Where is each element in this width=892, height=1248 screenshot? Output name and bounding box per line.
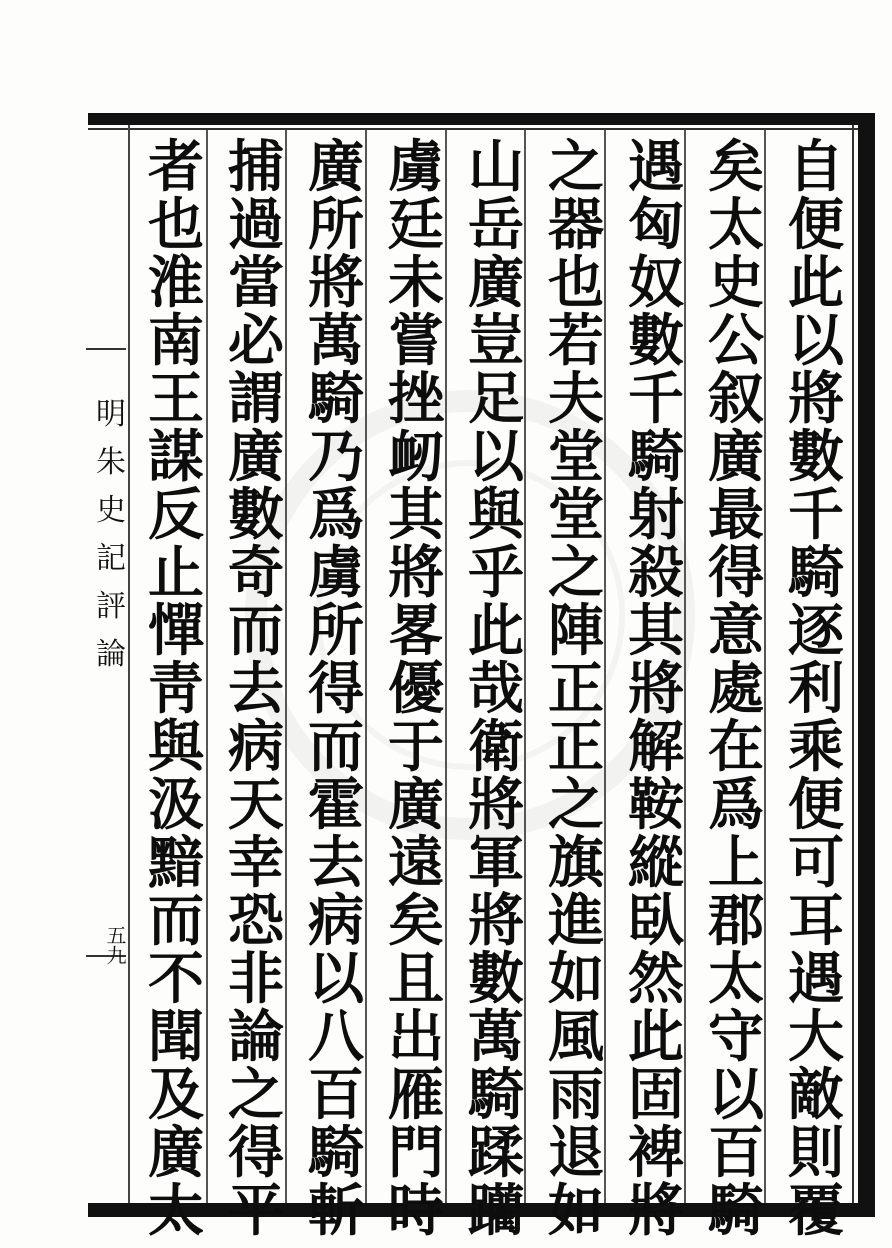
- text-char: 郡: [708, 888, 764, 954]
- text-char: 靑: [148, 656, 204, 722]
- text-char: 矣: [388, 888, 444, 954]
- text-char: 其: [628, 598, 684, 664]
- text-char: 夫: [548, 366, 604, 432]
- text-column-2: [700, 134, 772, 1244]
- text-char: 乘: [788, 714, 844, 780]
- text-char: 上: [708, 830, 764, 896]
- text-char: 天: [228, 772, 284, 838]
- text-char: 也: [148, 192, 204, 258]
- text-char: 正: [548, 714, 604, 780]
- text-char: 百: [308, 1062, 364, 1128]
- text-char: 門: [388, 1120, 444, 1186]
- text-char: 數: [228, 482, 284, 548]
- text-char: 敵: [788, 1062, 844, 1128]
- text-char: 堂: [548, 424, 604, 490]
- text-char: 數: [468, 946, 524, 1012]
- text-char: 去: [228, 656, 284, 722]
- fore-edge-char: 朱: [96, 445, 126, 480]
- fore-edge-char: 史: [96, 493, 126, 528]
- text-char: 出: [388, 1004, 444, 1070]
- text-char: 最: [708, 482, 764, 548]
- text-char: 如: [548, 1178, 604, 1244]
- text-char: 千: [628, 366, 684, 432]
- text-char: 反: [148, 482, 204, 548]
- text-char: 乎: [468, 540, 524, 606]
- text-char: 守: [708, 1004, 764, 1070]
- fore-edge-char: 明: [96, 397, 126, 432]
- text-char: 以: [468, 424, 524, 490]
- text-char: 矣: [708, 134, 764, 200]
- page-number: 五九: [103, 925, 127, 965]
- text-char: 王: [148, 366, 204, 432]
- text-char: 平: [228, 1178, 284, 1244]
- text-char: 乃: [308, 424, 364, 490]
- text-char: 千: [788, 482, 844, 548]
- frame-border-right: [858, 113, 875, 1217]
- text-char: 謂: [228, 366, 284, 432]
- text-char: 旗: [548, 830, 604, 896]
- text-char: 且: [388, 946, 444, 1012]
- text-char: 騎: [788, 540, 844, 606]
- text-char: 將: [388, 540, 444, 606]
- text-char: 此: [628, 1004, 684, 1070]
- text-char: 正: [548, 656, 604, 722]
- text-char: 覆: [788, 1178, 844, 1244]
- text-char: 利: [788, 656, 844, 722]
- text-column-4: [540, 134, 612, 1244]
- text-char: 萬: [468, 1004, 524, 1070]
- text-char: 幸: [228, 830, 284, 896]
- text-char: 于: [388, 714, 444, 780]
- text-char: 雁: [388, 1062, 444, 1128]
- text-char: 此: [468, 598, 524, 664]
- text-char: 恐: [228, 888, 284, 954]
- text-char: 之: [228, 1062, 284, 1128]
- text-char: 八: [308, 1004, 364, 1070]
- text-char: 得: [708, 540, 764, 606]
- text-char: 廣: [148, 1120, 204, 1186]
- text-char: 太: [148, 1178, 204, 1244]
- text-char: 騎: [708, 1178, 764, 1244]
- text-char: 騎: [308, 1120, 364, 1186]
- text-char: 軍: [468, 830, 524, 896]
- text-char: 者: [148, 134, 204, 200]
- text-char: 爲: [708, 772, 764, 838]
- text-char: 縱: [628, 830, 684, 896]
- text-char: 公: [708, 308, 764, 374]
- frame-border-top: [88, 113, 875, 125]
- text-char: 以: [788, 308, 844, 374]
- text-column-6: [380, 134, 452, 1244]
- text-char: 所: [308, 598, 364, 664]
- text-char: 廷: [388, 192, 444, 258]
- fore-edge-char: 評: [96, 589, 126, 624]
- text-char: 聞: [148, 1004, 204, 1070]
- text-char: 及: [148, 1062, 204, 1128]
- text-char: 數: [628, 308, 684, 374]
- text-char: 得: [228, 1120, 284, 1186]
- text-char: 此: [788, 250, 844, 316]
- text-char: 岳: [468, 192, 524, 258]
- text-char: 鞍: [628, 772, 684, 838]
- text-char: 而: [308, 714, 364, 780]
- text-char: 必: [228, 308, 284, 374]
- frame-border-left: [128, 125, 130, 1203]
- text-char: 捕: [228, 134, 284, 200]
- text-char: 當: [228, 250, 284, 316]
- text-char: 以: [708, 1062, 764, 1128]
- frame-inner-line-right: [852, 125, 854, 1203]
- text-column-7: [300, 134, 372, 1244]
- text-char: 躪: [468, 1178, 524, 1244]
- text-char: 得: [308, 656, 364, 722]
- text-char: 足: [468, 366, 524, 432]
- text-char: 淮: [148, 250, 204, 316]
- text-char: 謀: [148, 424, 204, 490]
- text-char: 若: [548, 308, 604, 374]
- text-char: 優: [388, 656, 444, 722]
- text-char: 固: [628, 1062, 684, 1128]
- text-char: 堂: [548, 482, 604, 548]
- text-char: 山: [468, 134, 524, 200]
- text-char: 其: [388, 482, 444, 548]
- text-column-9: [140, 134, 212, 1244]
- text-char: 虜: [388, 134, 444, 200]
- text-char: 而: [228, 598, 284, 664]
- text-char: 斬: [308, 1178, 364, 1244]
- text-char: 叙: [708, 366, 764, 432]
- text-char: 衛: [468, 714, 524, 780]
- text-char: 黯: [148, 830, 204, 896]
- text-char: 之: [548, 772, 604, 838]
- text-char: 廣: [388, 772, 444, 838]
- text-column-1: [780, 134, 852, 1244]
- text-char: 便: [788, 772, 844, 838]
- text-char: 騎: [628, 424, 684, 490]
- text-char: 蹂: [468, 1120, 524, 1186]
- text-char: 萬: [308, 308, 364, 374]
- text-char: 匈: [628, 192, 684, 258]
- text-char: 而: [148, 888, 204, 954]
- text-char: 處: [708, 656, 764, 722]
- text-char: 將: [308, 250, 364, 316]
- text-char: 之: [548, 540, 604, 606]
- text-char: 病: [228, 714, 284, 780]
- text-char: 廣: [308, 134, 364, 200]
- text-char: 臥: [628, 888, 684, 954]
- text-char: 殺: [628, 540, 684, 606]
- text-char: 如: [548, 946, 604, 1012]
- text-char: 霍: [308, 772, 364, 838]
- text-char: 時: [388, 1178, 444, 1244]
- text-char: 虜: [308, 540, 364, 606]
- text-char: 可: [788, 830, 844, 896]
- text-char: 以: [308, 946, 364, 1012]
- text-char: 風: [548, 1004, 604, 1070]
- text-char: 太: [708, 192, 764, 258]
- fore-edge-char: 論: [96, 637, 126, 672]
- text-char: 雨: [548, 1062, 604, 1128]
- text-char: 遠: [388, 830, 444, 896]
- text-char: 遇: [788, 946, 844, 1012]
- text-char: 退: [548, 1120, 604, 1186]
- text-char: 與: [148, 714, 204, 780]
- text-char: 止: [148, 540, 204, 606]
- text-char: 也: [548, 250, 604, 316]
- text-char: 嘗: [388, 308, 444, 374]
- text-char: 廣: [708, 424, 764, 490]
- fore-edge-char: 記: [96, 541, 126, 576]
- text-char: 憚: [148, 598, 204, 664]
- text-char: 之: [548, 134, 604, 200]
- text-char: 百: [708, 1120, 764, 1186]
- text-column-3: [620, 134, 692, 1244]
- text-char: 與: [468, 482, 524, 548]
- text-char: 耳: [788, 888, 844, 954]
- text-char: 裨: [628, 1120, 684, 1186]
- fore-edge-title: [95, 398, 127, 672]
- text-char: 史: [708, 250, 764, 316]
- text-char: 將: [468, 772, 524, 838]
- frame-inner-line-top: [88, 128, 858, 130]
- text-char: 挫: [388, 366, 444, 432]
- text-char: 廣: [468, 250, 524, 316]
- text-char: 非: [228, 946, 284, 1012]
- text-char: 廣: [228, 424, 284, 490]
- text-column-5: [460, 134, 532, 1244]
- text-char: 解: [628, 714, 684, 780]
- text-char: 論: [228, 1004, 284, 1070]
- text-char: 奇: [228, 540, 284, 606]
- text-char: 去: [308, 830, 364, 896]
- text-char: 奴: [628, 250, 684, 316]
- text-char: 汲: [148, 772, 204, 838]
- text-char: 衂: [388, 424, 444, 490]
- text-char: 將: [788, 366, 844, 432]
- text-char: 將: [468, 888, 524, 954]
- text-char: 南: [148, 308, 204, 374]
- text-column-8: [220, 134, 292, 1244]
- text-char: 遇: [628, 134, 684, 200]
- text-char: 所: [308, 192, 364, 258]
- text-char: 進: [548, 888, 604, 954]
- gutter-rule-top: [86, 348, 126, 350]
- text-char: 未: [388, 250, 444, 316]
- text-char: 騎: [308, 366, 364, 432]
- text-char: 騎: [468, 1062, 524, 1128]
- text-char: 數: [788, 424, 844, 490]
- text-char: 在: [708, 714, 764, 780]
- text-char: 畧: [388, 598, 444, 664]
- text-char: 則: [788, 1120, 844, 1186]
- text-char: 將: [628, 656, 684, 722]
- text-char: 不: [148, 946, 204, 1012]
- text-char: 便: [788, 192, 844, 258]
- text-char: 太: [708, 946, 764, 1012]
- text-char: 射: [628, 482, 684, 548]
- text-char: 豈: [468, 308, 524, 374]
- text-char: 哉: [468, 656, 524, 722]
- text-char: 逐: [788, 598, 844, 664]
- text-char: 自: [788, 134, 844, 200]
- text-char: 病: [308, 888, 364, 954]
- text-char: 過: [228, 192, 284, 258]
- text-char: 器: [548, 192, 604, 258]
- text-char: 陣: [548, 598, 604, 664]
- text-char: 將: [628, 1178, 684, 1244]
- text-char: 大: [788, 1004, 844, 1070]
- text-char: 然: [628, 946, 684, 1012]
- text-char: 意: [708, 598, 764, 664]
- text-char: 爲: [308, 482, 364, 548]
